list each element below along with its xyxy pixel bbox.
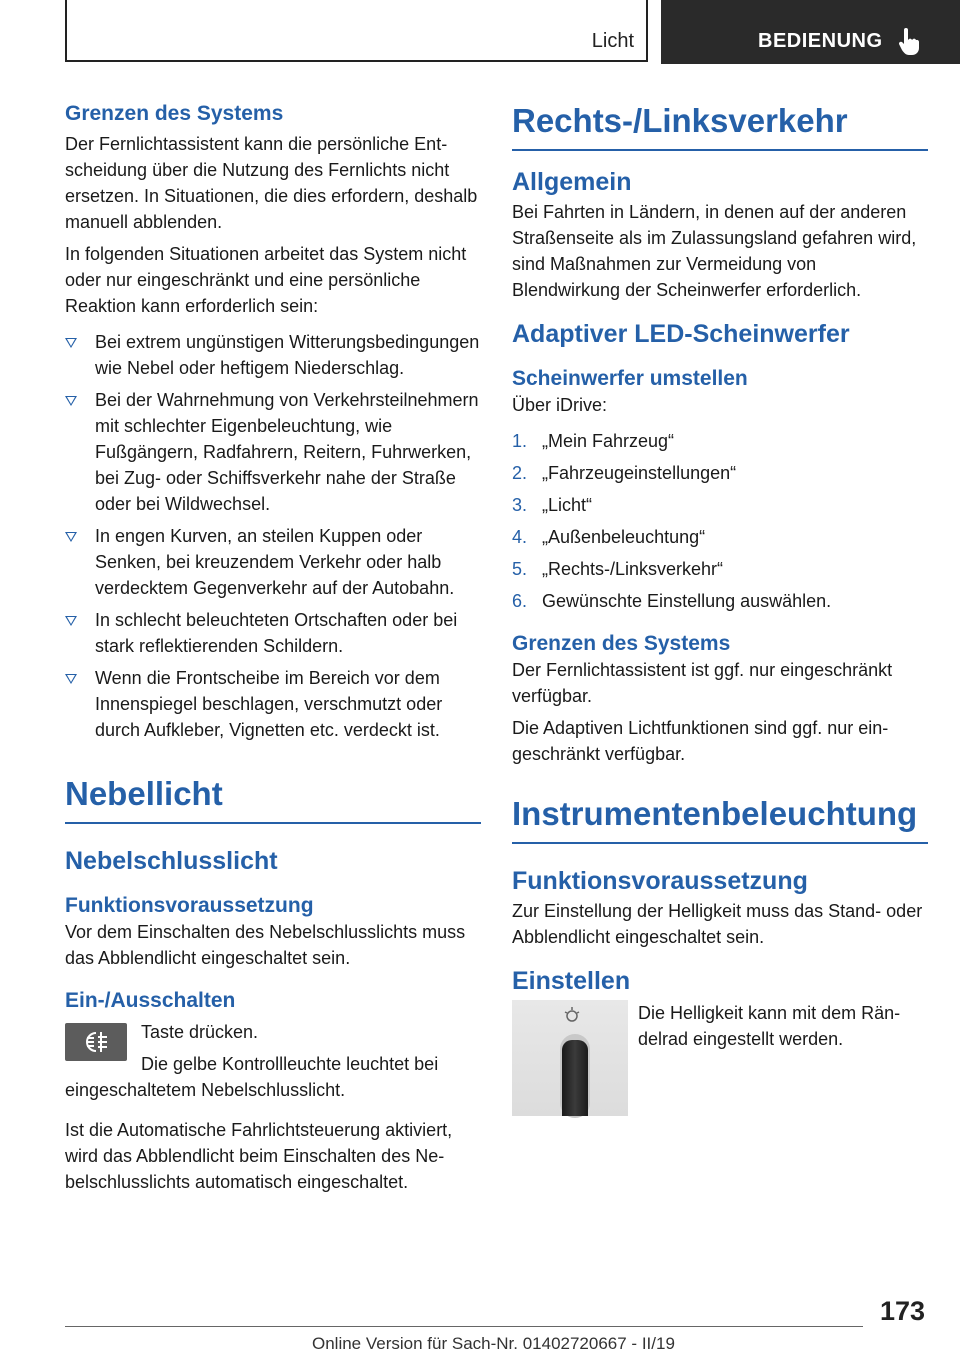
footer-online-version: Online Version für Sach-Nr. 01402720667 - II/19 [312,1334,675,1353]
limits-paragraph-1: Der Fernlichtassistent kann die persönliche Entscheidung über die Nutzung des Fernlichts nicht ersetzen. In Situationen, die dies erfordern, deshalb manuell abblenden. [65,134,478,233]
func-req-heading: Funktionsvoraussetzung [65,894,314,918]
dimmer-wheel-icon [512,1000,628,1116]
adjust-block [512,1000,928,1122]
traffic-chapter-title: Rechts-/Linksverkehr [512,100,928,151]
func-req-text: Vor dem Einschalten des Nebelschlusslichts muss das Abblendlicht eingeschaltet sein. [65,922,466,969]
header-section-label: BEDIENUNG [758,30,883,52]
list-item: Bei der Wahrnehmung von Verkehrsteilnehmern mit schlechter Eigenbeleuchtung, wie Fußgängern, Radfahrern, Reitern, Fuhrwerken, bei Zug- oder Schiffsverkehr nahe der Straße oder bei Wildwechsel. [65,387,481,517]
instr-func-text: Zur Einstellung der Helligkeit muss das Stand- oder Abblendlicht eingeschaltet sein. [512,901,923,948]
indicator-text: Die gelbe Kontrollleuchte leuchtet bei eingeschaltetem Nebelschlusslicht. [65,1053,439,1100]
instr-chapter-title: Instrumentenbeleuchtung [512,793,928,844]
list-item: Wenn die Frontscheibe im Bereich vor dem Innenspiegel beschlagen, verschmutzt oder durch Aufkleber, Vignetten etc. verdeckt ist. [65,665,481,743]
list-item: In engen Kurven, an steilen Kuppen oder Senken, bei kreuzendem Verkehr oder halb verdecktem Gegenverkehr auf der Autobahn. [65,523,481,601]
rear-fog-light-icon [65,1023,127,1061]
limits-right-p1: Der Fernlichtassistent ist ggf. nur eingeschränkt verfügbar. [512,660,893,707]
list-item: 4. „Außenbeleuchtung“ [512,527,706,548]
list-item: Bei extrem ungünstigen Witterungsbedingungen wie Nebel oder heftigem Niederschlag. [65,329,481,381]
fog-chapter-title: Nebellicht [65,773,481,824]
via-idrive-text: Über iDrive: [512,395,608,416]
list-item: 2. „Fahrzeugeinstellungen“ [512,463,737,484]
header-title: Licht [591,30,634,52]
limits-paragraph-2: In folgenden Situationen arbeitet das System nicht oder nur eingeschränkt und eine persönliche Reaktion kann erforderlich sein: [65,244,467,317]
limits-heading-left: Grenzen des Systems [65,102,284,125]
press-button-text: Taste drücken. [141,1021,259,1042]
footer-divider [65,1326,863,1327]
general-heading: Allgemein [512,167,632,196]
switch-heading: Scheinwerfer umstellen [512,366,748,390]
list-item: 6. Gewünschte Einstellung auswählen. [512,591,832,612]
triangle-bullet-icon [65,674,77,684]
list-item: 3. „Licht“ [512,495,593,516]
onoff-heading: Ein-/Ausschalten [65,989,236,1013]
limits-heading-right: Grenzen des Systems [512,632,731,656]
triangle-bullet-icon [65,338,77,348]
list-item: 1. „Mein Fahrzeug“ [512,431,675,452]
rear-fog-heading: Nebelschlusslicht [65,847,278,876]
led-heading: Adaptiver LED-Scheinwerfer [512,319,850,348]
header-title-box [65,0,648,62]
adjust-text: Die Helligkeit kann mit dem Rändelrad eingestellt werden. [638,1003,901,1050]
auto-light-text: Ist die Automatische Fahrlichtsteuerung aktiviert, wird das Abblendlicht beim Einschalten des Nebelschlusslichts automatisch eingeschaltet. [65,1119,453,1192]
triangle-bullet-icon [65,396,77,406]
triangle-bullet-icon [65,616,77,626]
list-item: In schlecht beleuchteten Ortschaften oder bei stark reflektierenden Schildern. [65,607,481,659]
list-item: 5. „Rechts-/Linksverkehr“ [512,559,724,580]
hand-pointer-icon [897,28,919,56]
instr-func-heading: Funktionsvoraussetzung [512,867,808,896]
idrive-steps-list [512,428,928,614]
header-section-tab [661,0,960,64]
limits-right-p2: Die Adaptiven Lichtfunktionen sind ggf. nur eingeschränkt verfügbar. [512,718,889,765]
right-column [512,100,928,1122]
triangle-bullet-icon [65,532,77,542]
general-text: Bei Fahrten in Ländern, in denen auf der anderen Straßenseite als im Zulassungsland gefahren wird, sind Maßnahmen zur Vermeidung von Blendwirkung der Scheinwerfer erforderlich. [512,201,917,300]
limits-bullet-list [65,329,481,743]
left-column [65,100,481,1201]
onoff-block [65,1019,481,1109]
page-number: 173 [879,1296,925,1326]
adjust-heading: Einstellen [512,967,631,996]
